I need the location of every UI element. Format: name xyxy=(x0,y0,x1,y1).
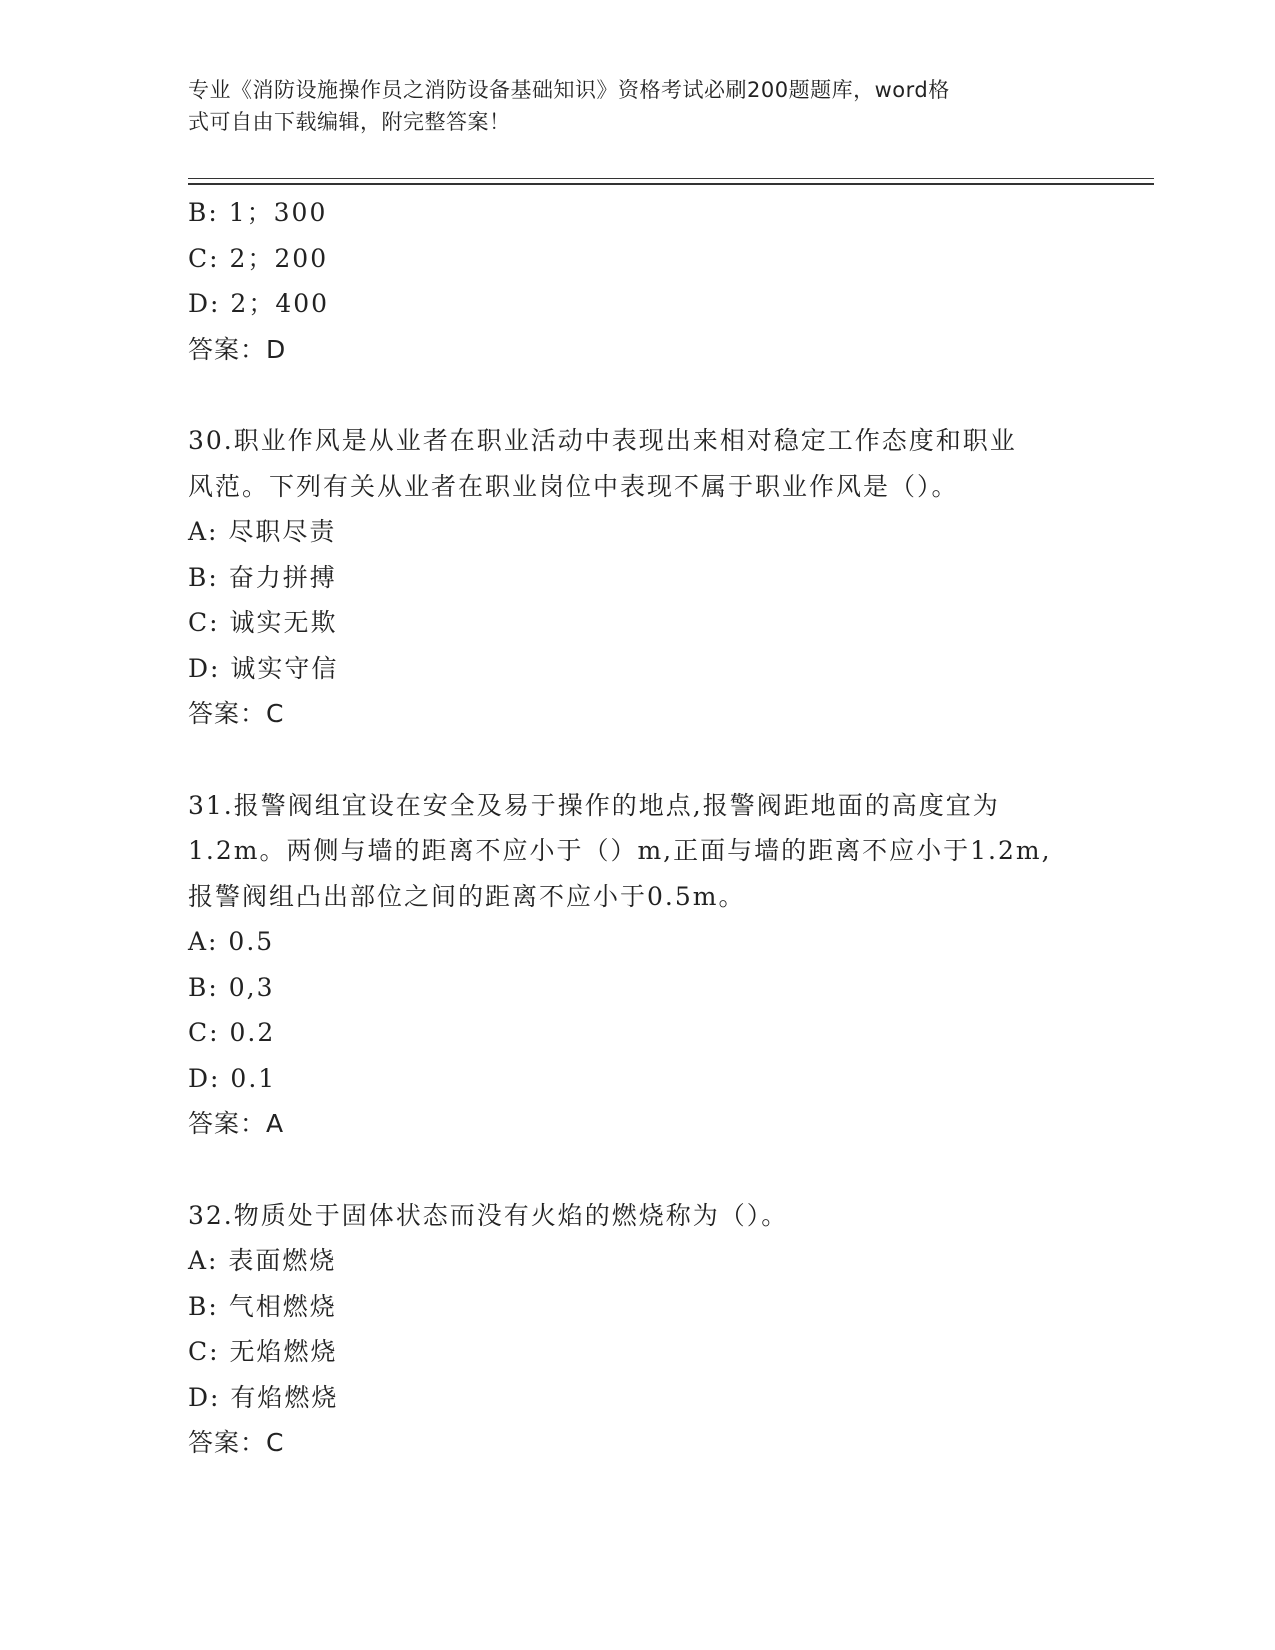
question-line: 1.2m。两侧与墙的距离不应小于（）m,正面与墙的距离不应小于1.2m, xyxy=(188,836,1052,865)
option-b: B: 奋力拼搏 xyxy=(188,562,337,592)
document-body xyxy=(188,190,1088,1466)
option-c: C: 无焰燃烧 xyxy=(188,1337,338,1366)
header-line-2: 式可自由下载编辑，附完整答案！ xyxy=(188,110,511,134)
document-header xyxy=(188,74,1068,138)
spacer xyxy=(188,372,1088,418)
option-c: C: 诚实无欺 xyxy=(188,608,338,637)
header-divider-top xyxy=(188,178,1154,179)
question-block-31 xyxy=(188,783,1088,1147)
question-line: 风范。下列有关从业者在职业岗位中表现不属于职业作风是（）。 xyxy=(188,471,959,501)
header-line-1: 专业《消防设施操作员之消防设备基础知识》资格考试必刷200题题库，word格 xyxy=(188,78,950,102)
option-d: D: 2；400 xyxy=(188,289,330,318)
header-divider-bottom xyxy=(188,183,1154,185)
question-block-30 xyxy=(188,418,1088,737)
question-line: 31.报警阀组宜设在安全及易于操作的地点,报警阀距地面的高度宜为 xyxy=(188,790,1000,820)
question-block-32 xyxy=(188,1193,1088,1466)
answer-line: 答案：C xyxy=(188,699,285,728)
prev-question-block xyxy=(188,190,1088,372)
answer-line: 答案：C xyxy=(188,1428,285,1457)
option-d: D: 0.1 xyxy=(188,1063,277,1093)
option-c: C: 2；200 xyxy=(188,243,329,273)
option-c: C: 0.2 xyxy=(188,1018,276,1047)
option-b: B: 1；300 xyxy=(188,198,328,227)
option-a: A: 表面燃烧 xyxy=(188,1246,337,1275)
option-d: D: 有焰燃烧 xyxy=(188,1382,339,1412)
answer-line: 答案：A xyxy=(188,1109,285,1138)
question-line: 32.物质处于固体状态而没有火焰的燃烧称为（）。 xyxy=(188,1200,789,1230)
question-text xyxy=(188,783,1068,920)
question-text xyxy=(188,418,1068,509)
option-a: A: 尽职尽责 xyxy=(188,517,337,546)
answer-line: 答案：D xyxy=(188,334,287,364)
option-b: B: 0,3 xyxy=(188,972,275,1002)
spacer xyxy=(188,737,1088,783)
question-line: 30.职业作风是从业者在职业活动中表现出来相对稳定工作态度和职业 xyxy=(188,426,1017,455)
option-a: A: 0.5 xyxy=(188,927,275,956)
question-text xyxy=(188,1193,1068,1239)
question-line: 报警阀组凸出部位之间的距离不应小于0.5m。 xyxy=(188,881,746,911)
spacer xyxy=(188,1147,1088,1193)
option-d: D: 诚实守信 xyxy=(188,653,339,683)
option-b: B: 气相燃烧 xyxy=(188,1291,337,1321)
